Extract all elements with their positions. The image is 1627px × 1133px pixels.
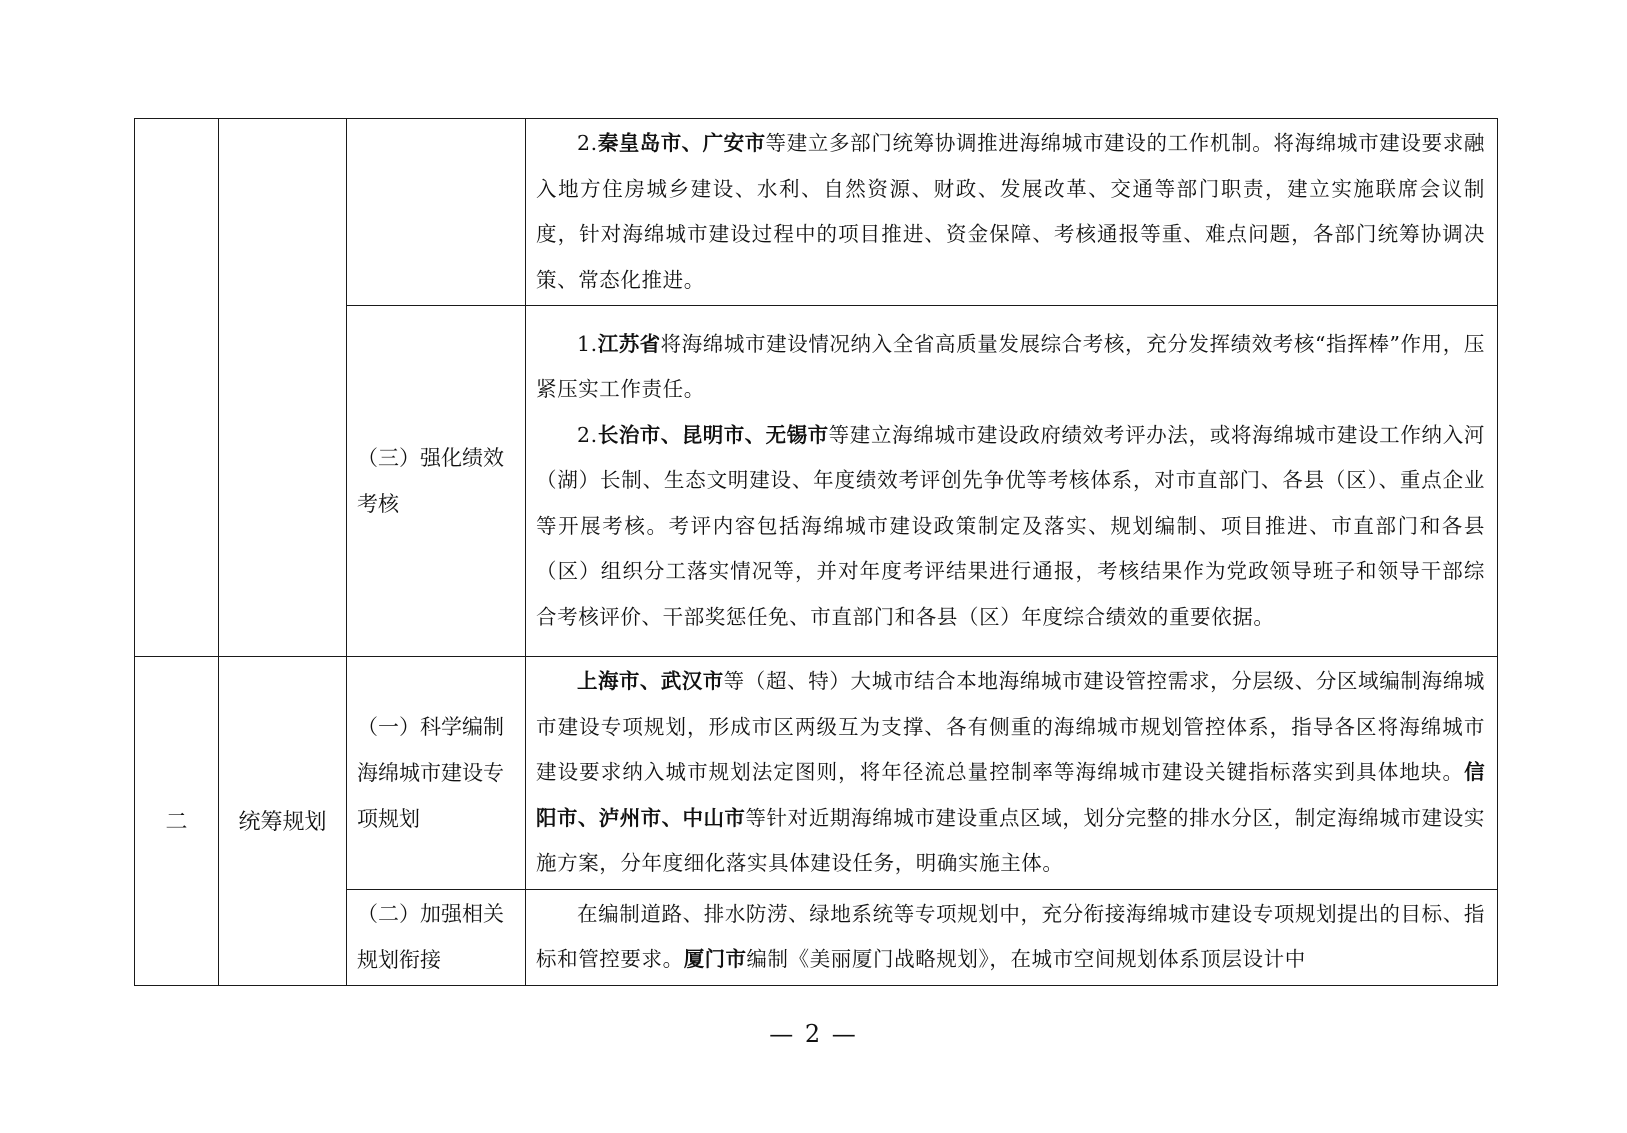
highlighted-province: 江苏省 xyxy=(597,331,661,356)
item-text: 等建立海绵城市建设政府绩效考评办法，或将海绵城市建设工作纳入河（湖）长制、生态文明建设、年度绩效考评创先争优等考核体系，对市直部门、各县（区）、重点企业等开展考核。考评内容包括海绵城市建设政策制定及落实、规划编制、项目推进、市直部门和各县（区）组织分工落实情况等，并对年度考评结果进行通报，考核结果作为党政领导班子和领导干部综合考核评价、干部奖惩任免、市直部门和各县（区）年度综合绩效的重要依据。 xyxy=(536,422,1485,629)
subcategory-cell-empty xyxy=(347,119,526,306)
subcategory-cell: （一）科学编制海绵城市建设专项规划 xyxy=(347,657,526,890)
paragraph-text: 编制《美丽厦门战略规划》，在城市空间规划体系顶层设计中 xyxy=(746,947,1306,971)
item-prefix: 2. xyxy=(577,131,598,155)
table-row xyxy=(135,657,1498,890)
measure-item-paragraph xyxy=(536,322,1485,413)
measure-item-paragraph xyxy=(536,413,1485,641)
section-number: 二 xyxy=(135,657,219,986)
measures-table xyxy=(134,118,1498,986)
description-cell xyxy=(526,657,1498,890)
section-category: 统筹规划 xyxy=(219,657,347,986)
item-prefix: 1. xyxy=(577,331,598,356)
category-cell-empty xyxy=(219,119,347,657)
table-row xyxy=(135,119,1498,306)
page-number: — 2 — xyxy=(769,1020,858,1048)
highlighted-cities: 长治市、昆明市、无锡市 xyxy=(597,422,829,447)
item-prefix: 2. xyxy=(577,422,598,447)
description-cell xyxy=(526,306,1498,657)
measure-paragraph xyxy=(536,659,1485,887)
highlighted-city: 厦门市 xyxy=(683,947,747,971)
subcategory-cell: （二）加强相关规划衔接 xyxy=(347,889,526,985)
number-cell-empty xyxy=(135,119,219,657)
highlighted-cities: 信阳市、泸州市、中山市 xyxy=(536,760,1485,830)
paragraph-text: 等（超、特）大城市结合本地海绵城市建设管控需求，分层级、分区域编制海绵城市建设专项规划，形成市区两级互为支撑、各有侧重的海绵城市规划管控体系，指导各区将海绵城市建设要求纳入城市规划法定图则，将年径流总量控制率等海绵城市建设关键指标落实到具体地块。 xyxy=(536,669,1485,784)
highlighted-cities: 秦皇岛市、广安市 xyxy=(597,131,766,155)
description-cell xyxy=(526,119,1498,306)
measure-item-paragraph xyxy=(536,121,1485,303)
paragraph-text: 在编制道路、排水防涝、绿地系统等专项规划中，充分衔接海绵城市建设专项规划提出的目标、指标和管控要求。 xyxy=(536,901,1485,971)
subcategory-cell: （三）强化绩效考核 xyxy=(347,306,526,657)
highlighted-cities: 上海市、武汉市 xyxy=(577,669,724,693)
description-cell xyxy=(526,889,1498,985)
paragraph-text: 等针对近期海绵城市建设重点区域，划分完整的排水分区，制定海绵城市建设实施方案，分年度细化落实具体建设任务，明确实施主体。 xyxy=(536,805,1486,875)
measure-paragraph xyxy=(536,892,1485,983)
item-text: 将海绵城市建设情况纳入全省高质量发展综合考核，充分发挥绩效考核“指挥棒”作用，压紧压实工作责任。 xyxy=(536,331,1485,402)
item-text: 等建立多部门统筹协调推进海绵城市建设的工作机制。将海绵城市建设要求融入地方住房城乡建设、水利、自然资源、财政、发展改革、交通等部门职责，建立实施联席会议制度，针对海绵城市建设过程中的项目推进、资金保障、考核通报等重、难点问题，各部门统筹协调决策、常态化推进。 xyxy=(536,131,1485,292)
